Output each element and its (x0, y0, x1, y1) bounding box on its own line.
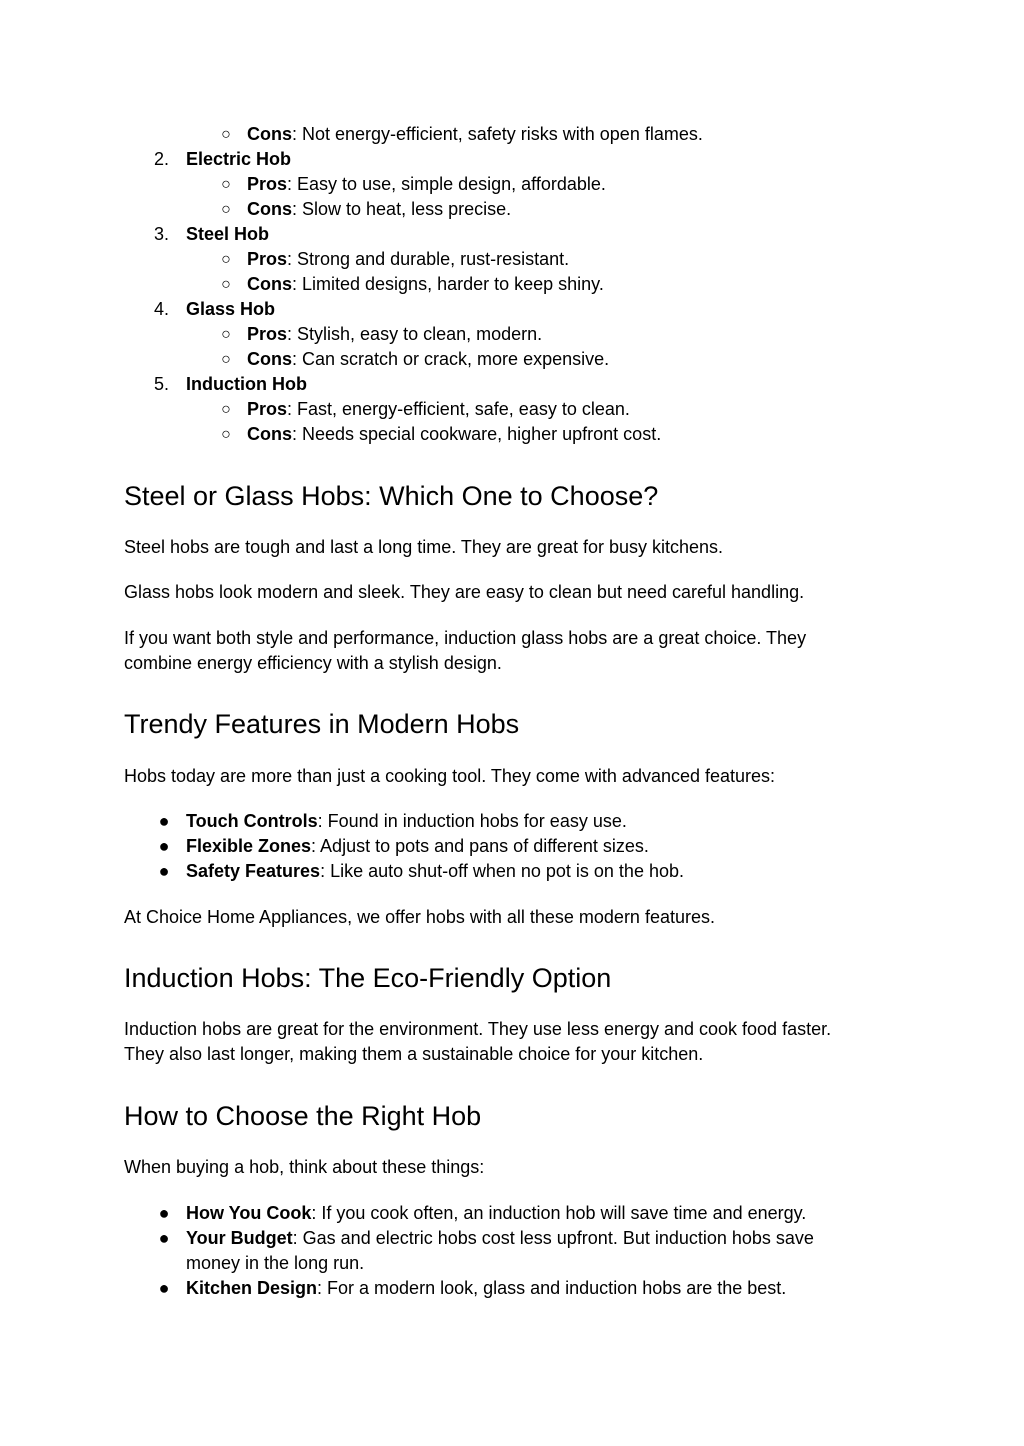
cons-line (247, 122, 703, 147)
item-text: : If you cook often, an induction hob will save time and energy. (311, 1203, 807, 1223)
list-item (186, 1226, 814, 1251)
section-heading-trendy: Trendy Features in Modern Hobs (124, 709, 520, 739)
list-item (186, 1201, 806, 1226)
list-number: 3. (154, 224, 170, 244)
paragraph-line: If you want both style and performance, induction glass hobs are a great choice. They (124, 628, 807, 648)
item-label: Touch Controls (186, 811, 318, 831)
list-item-title: Induction Hob (186, 374, 307, 394)
item-text: : Like auto shut-off when no pot is on the hob. (320, 861, 684, 881)
paragraph: When buying a hob, think about these things: (124, 1157, 485, 1177)
item-label: Your Budget (186, 1228, 293, 1248)
paragraph: Glass hobs look modern and sleek. They are easy to clean but need careful handling. (124, 582, 805, 602)
list-number: 4. (154, 299, 170, 319)
sub-bullet-marker: ○ (221, 401, 231, 418)
cons-line (247, 422, 661, 447)
sub-bullet-marker: ○ (221, 251, 231, 268)
sub-bullet-marker: ○ (221, 276, 231, 293)
list-item (186, 1276, 786, 1301)
cons-line (247, 197, 511, 222)
bullet-marker: ● (158, 1278, 170, 1298)
paragraph-line: combine energy efficiency with a stylish design. (124, 653, 502, 673)
pros-text: : Stylish, easy to clean, modern. (287, 324, 543, 344)
cons-label: Cons (247, 349, 292, 369)
cons-label: Cons (247, 424, 292, 444)
item-text: : For a modern look, glass and induction hobs are the best. (317, 1278, 787, 1298)
item-text: : Gas and electric hobs cost less upfront. But induction hobs save (292, 1228, 814, 1248)
item-label: Safety Features (186, 861, 321, 881)
list-item (186, 809, 627, 834)
list-item-continuation: money in the long run. (186, 1253, 365, 1273)
bullet-marker: ● (158, 836, 170, 856)
pros-text: : Easy to use, simple design, affordable. (287, 174, 606, 194)
list-item-title: Electric Hob (186, 149, 292, 169)
bullet-marker: ● (158, 811, 170, 831)
pros-line (247, 397, 630, 422)
pros-text: : Strong and durable, rust-resistant. (287, 249, 570, 269)
section-heading-choose: How to Choose the Right Hob (124, 1101, 482, 1131)
cons-line (247, 272, 604, 297)
sub-bullet-marker: ○ (221, 351, 231, 368)
cons-label: Cons (247, 124, 292, 144)
item-label: Flexible Zones (186, 836, 312, 856)
cons-label: Cons (247, 274, 292, 294)
pros-label: Pros (247, 399, 288, 419)
paragraph: Steel hobs are tough and last a long time. They are great for busy kitchens. (124, 537, 724, 557)
cons-text: : Needs special cookware, higher upfront cost. (292, 424, 662, 444)
cons-text: : Limited designs, harder to keep shiny. (292, 274, 604, 294)
bullet-marker: ● (158, 1228, 170, 1248)
bullet-marker: ● (158, 1203, 170, 1223)
sub-bullet-marker: ○ (221, 176, 231, 193)
pros-label: Pros (247, 249, 288, 269)
list-item (186, 834, 649, 859)
list-number: 5. (154, 374, 170, 394)
list-item-title: Steel Hob (186, 224, 270, 244)
item-text: : Found in induction hobs for easy use. (317, 811, 627, 831)
pros-text: : Fast, energy-efficient, safe, easy to clean. (287, 399, 630, 419)
list-number: 2. (154, 149, 170, 169)
cons-line (247, 347, 609, 372)
sub-bullet-marker: ○ (221, 201, 231, 218)
paragraph-line: They also last longer, making them a sustainable choice for your kitchen. (124, 1044, 704, 1064)
pros-line (247, 247, 569, 272)
item-text: : Adjust to pots and pans of different sizes. (311, 836, 649, 856)
cons-text: : Can scratch or crack, more expensive. (292, 349, 610, 369)
item-label: Kitchen Design (186, 1278, 318, 1298)
cons-label: Cons (247, 199, 292, 219)
paragraph-line: Induction hobs are great for the environment. They use less energy and cook food faster. (124, 1019, 832, 1039)
pros-label: Pros (247, 174, 288, 194)
paragraph: Hobs today are more than just a cooking tool. They come with advanced features: (124, 766, 776, 786)
pros-line (247, 172, 606, 197)
sub-bullet-marker: ○ (221, 426, 231, 443)
cons-text: : Not energy-efficient, safety risks with open flames. (292, 124, 703, 144)
list-item (186, 859, 684, 884)
cons-text: : Slow to heat, less precise. (292, 199, 512, 219)
bullet-marker: ● (158, 861, 170, 881)
item-label: How You Cook (186, 1203, 312, 1223)
list-item-title: Glass Hob (186, 299, 276, 319)
section-heading-steel-glass: Steel or Glass Hobs: Which One to Choose? (124, 481, 659, 511)
pros-line (247, 322, 542, 347)
sub-bullet-marker: ○ (221, 126, 231, 143)
sub-bullet-marker: ○ (221, 326, 231, 343)
paragraph: At Choice Home Appliances, we offer hobs with all these modern features. (124, 907, 715, 927)
pros-label: Pros (247, 324, 288, 344)
section-heading-eco: Induction Hobs: The Eco-Friendly Option (124, 963, 612, 993)
